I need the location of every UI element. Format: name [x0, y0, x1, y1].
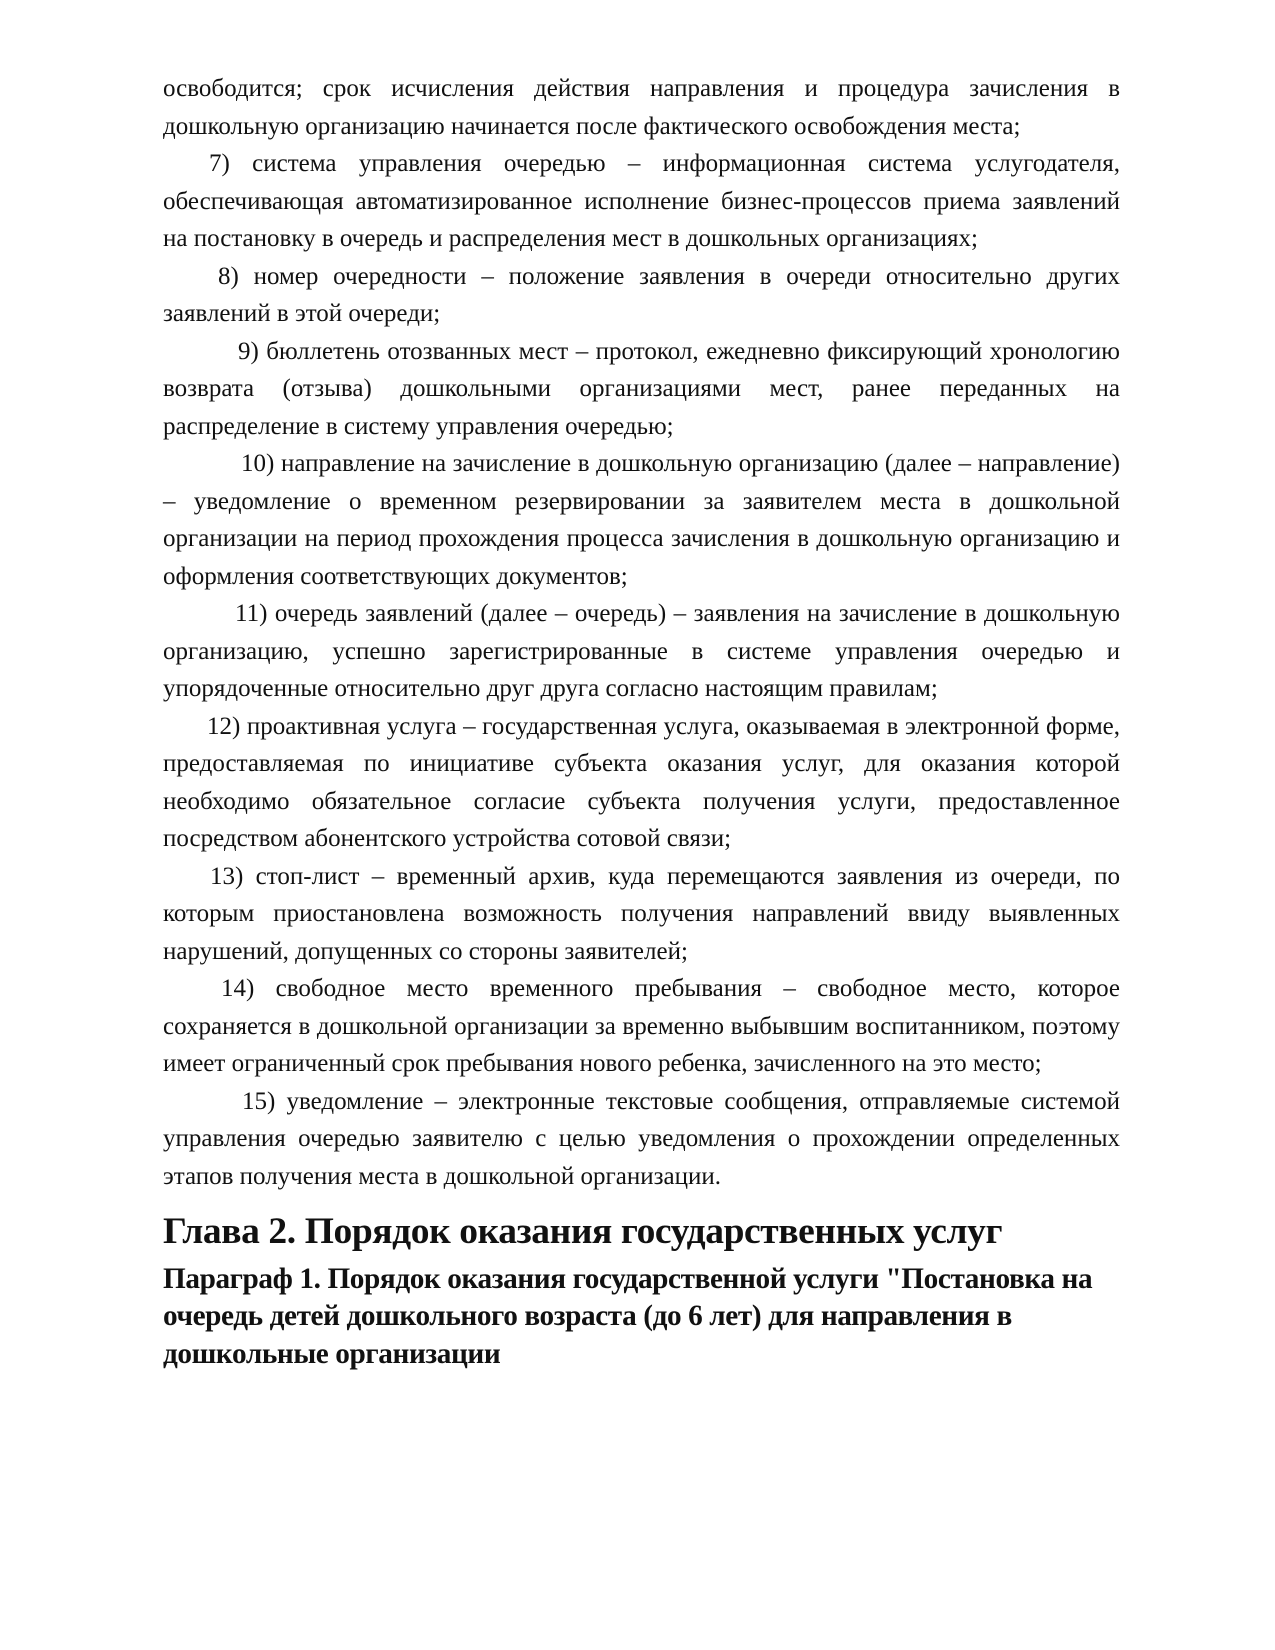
- paragraph-continuation: освободится; срок исчисления действия направления и процедура зачисления в дошкольную организацию начинается после фактического освобождения места;: [163, 75, 1120, 140]
- paragraph-item-11: 11) очередь заявлений (далее – очередь) – заявления на зачисление в дошкольную организацию, успешно зарегистрированные в системе управления очередью и упорядоченные относительно друг друга согласно настоящим правилам;: [163, 600, 1120, 702]
- paragraph-item-7: 7) система управления очередью – информационная система услугодателя, обеспечивающая автоматизированное исполнение бизнес-процессов приема заявлений на постановку в очередь и распределения мест в дошкольных организациях;: [163, 150, 1120, 252]
- paragraph-item-13: 13) стоп-лист – временный архив, куда перемещаются заявления из очереди, по которым приостановлена возможность получения направлений ввиду выявленных нарушений, допущенных со стороны заявителей;: [163, 862, 1120, 965]
- paragraph-item-8: 8) номер очередности – положение заявления в очереди относительно других заявлений в этой очереди;: [163, 262, 1120, 327]
- paragraph-item-10: 10) направление на зачисление в дошкольную организацию (далее – направление) – уведомление о временном резервировании за заявителем места в дошкольной организации на период прохождения процесса зачисления в дошкольную организацию и оформления соответствующих документов;: [163, 450, 1120, 590]
- paragraph-item-15: 15) уведомление – электронные текстовые сообщения, отправляемые системой управления очередью заявителю с целью уведомления о прохождении определенных этапов получения места в дошкольной организации.: [163, 1087, 1120, 1190]
- paragraph-item-12: 12) проактивная услуга – государственная услуга, оказываемая в электронной форме, предоставляемая по инициативе субъекта оказания услуг, для оказания которой необходимо обязательное согласие субъекта получения услуги, предоставленное посредством абонентского устройства сотовой связи;: [163, 712, 1120, 852]
- paragraph-item-14: 14) свободное место временного пребывания – свободное место, которое сохраняется в дошкольной организации за временно выбывшим воспитанником, поэтому имеет ограниченный срок пребывания нового ребенка, зачисленного на это место;: [163, 975, 1120, 1077]
- chapter-heading: Глава 2. Порядок оказания государственных услуг: [163, 1211, 1003, 1252]
- section-heading: Параграф 1. Порядок оказания государственной услуги "Постановка на очередь детей дошкольного возраста (до 6 лет) для направления в дошкольные организации: [163, 1262, 1093, 1370]
- paragraph-item-9: 9) бюллетень отозванных мест – протокол, ежедневно фиксирующий хронологию возврата (отзыва) дошкольными организациями мест, ранее переданных на распределение в систему управления очередью;: [163, 337, 1120, 440]
- document-page: [163, 70, 1120, 1373]
